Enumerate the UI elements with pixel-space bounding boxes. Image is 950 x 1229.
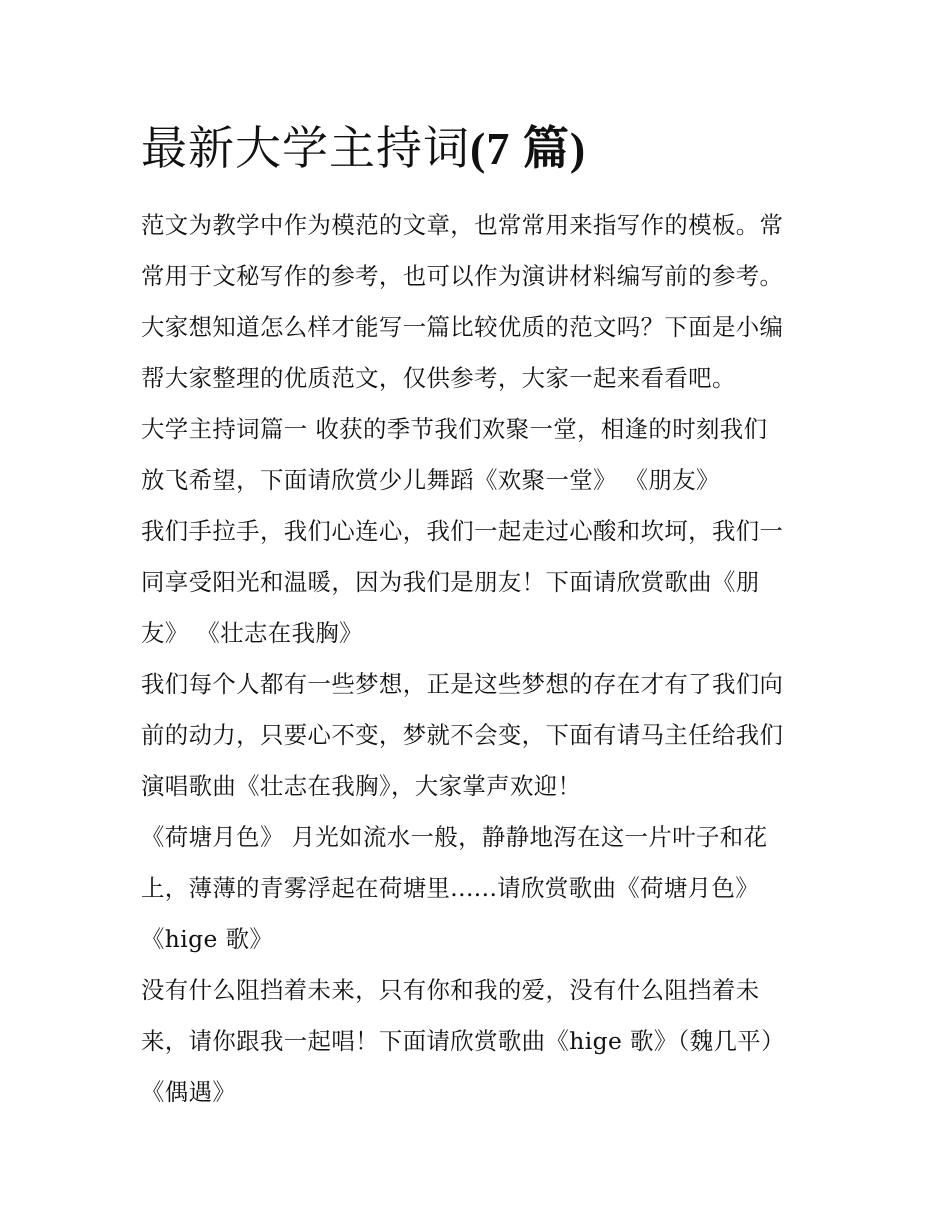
text-line: 放飞希望，下面请欣赏少儿舞蹈《欢聚一堂》 《朋友》 [141,466,720,494]
text-line: 上，薄薄的青雾浮起在荷塘里......请欣赏歌曲《荷塘月色》 [141,874,759,902]
document-title [141,117,813,179]
text-line: 来，请你跟我一起唱！下面请欣赏歌曲《hige 歌》（魏几平） [141,1027,785,1055]
text-line: 同享受阳光和温暖，因为我们是朋友！下面请欣赏歌曲《朋 [141,568,760,596]
document-title-suffix: (7 篇) [470,123,587,174]
text-line: 前的动力，只要心不变，梦就不会变，下面有请马主任给我们 [141,721,784,749]
document-body [141,200,813,1118]
text-line: 《hige 歌》 [141,925,274,953]
text-line: 《荷塘月色》 月光如流水一般，静静地泻在这一片叶子和花 [141,823,768,851]
document-title-main: 最新大学主持词 [141,121,470,175]
text-line: 大学主持词篇一 收获的季节我们欢聚一堂，相逢的时刻我们 [141,415,768,443]
text-line: 范文为教学中作为模范的文章，也常常用来指写作的模板。常 [141,211,784,239]
text-line: 帮大家整理的优质范文，仅供参考，大家一起来看看吧。 [141,364,736,392]
text-line: 我们每个人都有一些梦想，正是这些梦想的存在才有了我们向 [141,670,784,698]
text-line: 《偶遇》 [141,1078,237,1106]
text-line: 我们手拉手，我们心连心，我们一起走过心酸和坎坷，我们一 [141,517,784,545]
document-content [141,117,813,1118]
text-line: 常用于文秘写作的参考，也可以作为演讲材料编写前的参考。 [141,262,784,290]
text-line: 大家想知道怎么样才能写一篇比较优质的范文吗？下面是小编 [141,313,784,341]
text-line: 演唱歌曲《壮志在我胸》，大家掌声欢迎！ [141,772,582,800]
text-line: 友》 《壮志在我胸》 [141,619,363,647]
text-line: 没有什么阻挡着未来，只有你和我的爱，没有什么阻挡着未 [141,976,760,1004]
